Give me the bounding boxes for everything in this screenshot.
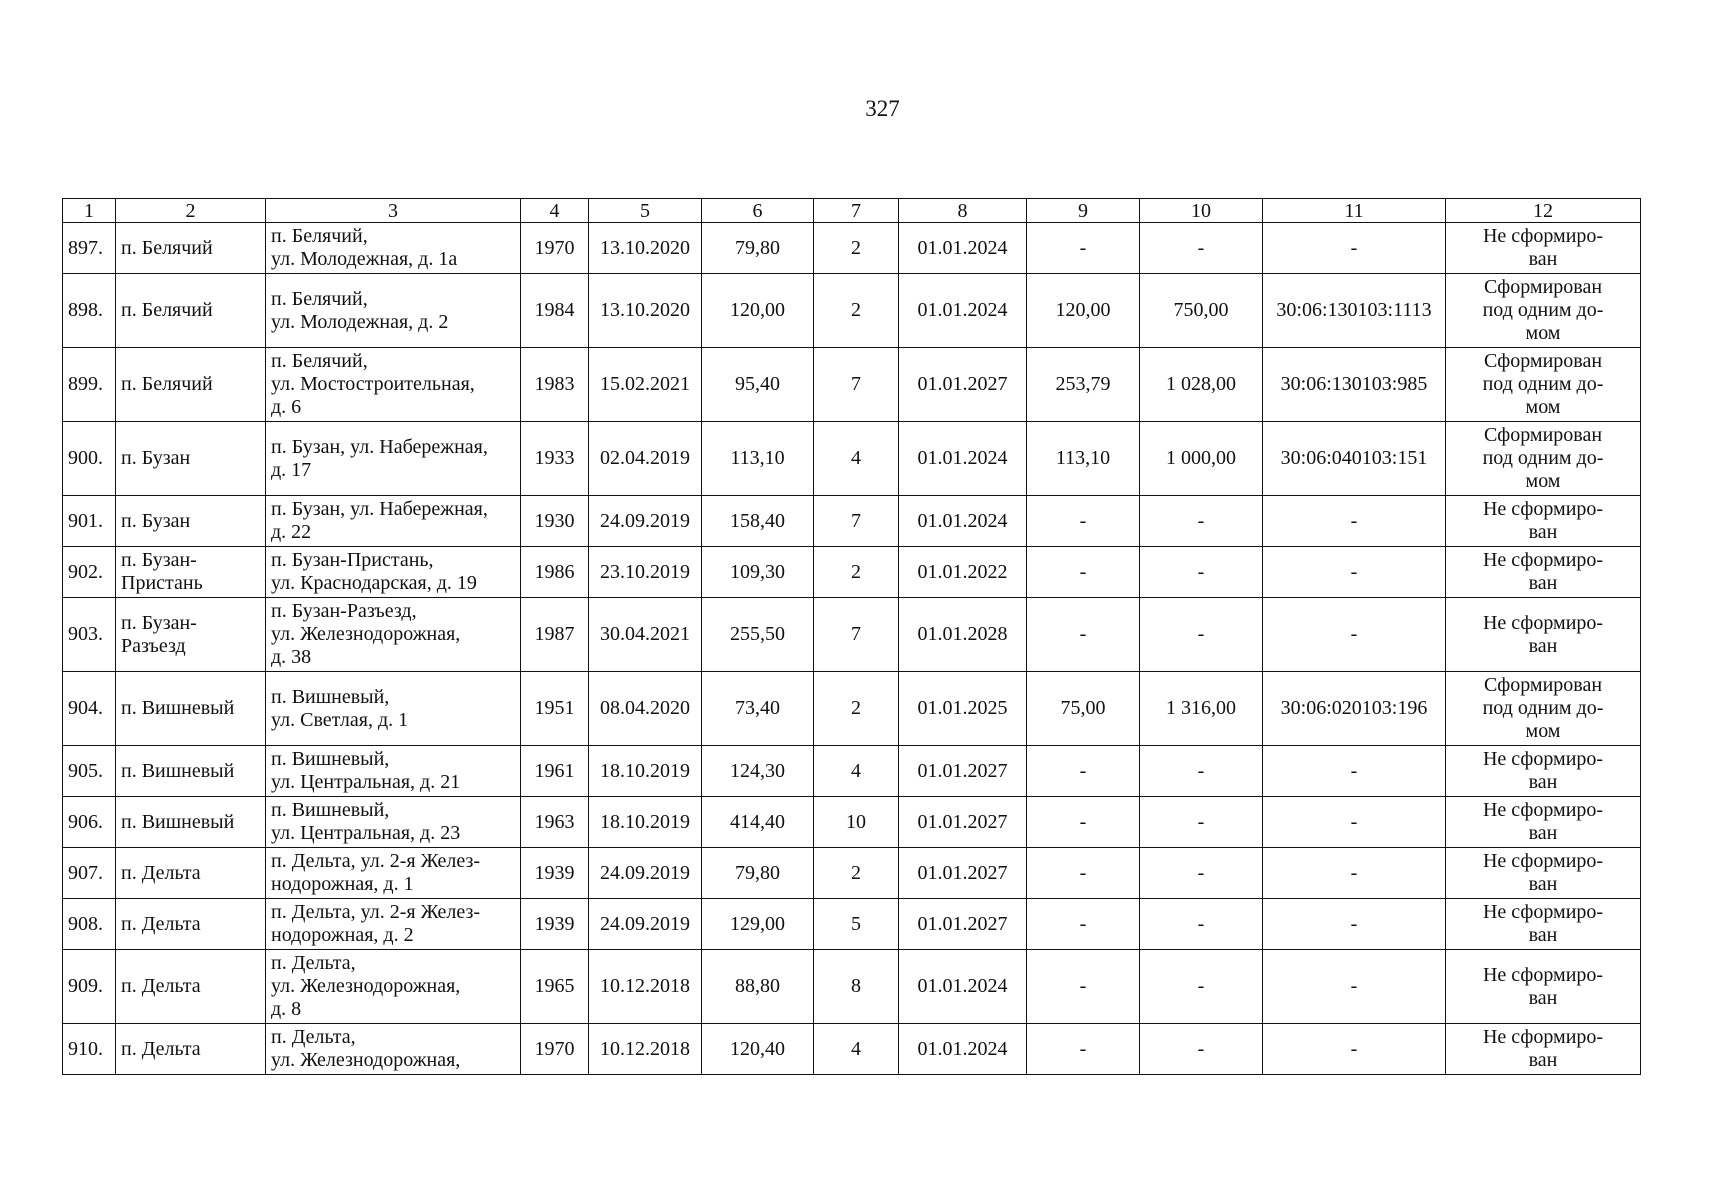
col7-cell: 5: [814, 899, 899, 950]
table-row: [63, 598, 1641, 672]
year-cell: 1933: [521, 422, 589, 496]
table-row: [63, 274, 1641, 348]
column-header-12: 12: [1446, 199, 1641, 223]
status-cell-line: ван: [1528, 572, 1558, 594]
address-cell: [266, 598, 521, 672]
address-cell-line: ул. Краснодарская, д. 19: [271, 572, 477, 594]
status-cell: [1446, 223, 1641, 274]
date-cell: 23.10.2019: [589, 547, 702, 598]
cadastral-number-cell: 30:06:130103:985: [1263, 348, 1446, 422]
date-cell: 24.09.2019: [589, 496, 702, 547]
table-row: [63, 746, 1641, 797]
status-cell-line: Не сформиро-: [1482, 549, 1604, 571]
address-cell-line: п. Белячий,: [271, 225, 368, 247]
row-number: 898.: [63, 274, 116, 348]
status-cell-line: ван: [1528, 634, 1558, 657]
year-cell: 1987: [521, 598, 589, 672]
table-row: [63, 422, 1641, 496]
year-cell: 1983: [521, 348, 589, 422]
status-cell: [1446, 950, 1641, 1024]
col10-cell: 1 000,00: [1140, 422, 1263, 496]
col8-date-cell: 01.01.2028: [899, 598, 1027, 672]
table-row: [63, 672, 1641, 746]
col9-cell: -: [1027, 746, 1140, 797]
address-cell-line: п. Бузан, ул. Набережная,: [271, 435, 488, 458]
area-cell: 158,40: [702, 496, 814, 547]
date-cell: 10.12.2018: [589, 1024, 702, 1075]
date-cell: 13.10.2020: [589, 223, 702, 274]
status-cell: [1446, 672, 1641, 746]
address-cell: [266, 496, 521, 547]
col10-cell: -: [1140, 746, 1263, 797]
year-cell: 1970: [521, 223, 589, 274]
status-cell-line: Не сформиро-: [1482, 850, 1604, 872]
address-cell: [266, 274, 521, 348]
settlement-cell: п. Белячий: [116, 223, 266, 274]
page-number: 327: [865, 96, 900, 121]
col9-cell: 113,10: [1027, 422, 1140, 496]
address-cell-line: п. Бузан-Пристань,: [271, 549, 434, 571]
status-cell-line: мом: [1525, 396, 1561, 418]
col10-cell: -: [1140, 848, 1263, 899]
address-cell-line: д. 17: [271, 458, 312, 481]
row-number: 905.: [63, 746, 116, 797]
area-cell: 414,40: [702, 797, 814, 848]
year-cell: 1986: [521, 547, 589, 598]
settlement-cell: п. Бузан: [116, 496, 266, 547]
status-cell-line: Сформирован: [1483, 276, 1603, 298]
settlement-cell: п. Дельта: [116, 899, 266, 950]
row-number: 904.: [63, 672, 116, 746]
cadastral-number-cell: -: [1263, 547, 1446, 598]
area-cell: 73,40: [702, 672, 814, 746]
status-cell: [1446, 598, 1641, 672]
status-cell: [1446, 1024, 1641, 1075]
cadastral-number-cell: -: [1263, 797, 1446, 848]
table-row: [63, 899, 1641, 950]
status-cell-line: ван: [1528, 771, 1558, 793]
address-cell-line: п. Вишневый,: [271, 685, 390, 708]
col10-cell: -: [1140, 950, 1263, 1024]
date-cell: 24.09.2019: [589, 848, 702, 899]
column-header-10: 10: [1140, 199, 1263, 223]
area-cell: 129,00: [702, 899, 814, 950]
settlement-cell: п. Вишневый: [116, 797, 266, 848]
col8-date-cell: 01.01.2022: [899, 547, 1027, 598]
col7-cell: 7: [814, 348, 899, 422]
status-cell-line: под одним до-: [1482, 299, 1604, 321]
status-cell-line: Сформирован: [1483, 350, 1603, 372]
cadastral-number-cell: -: [1263, 223, 1446, 274]
area-cell: 95,40: [702, 348, 814, 422]
status-cell-line: мом: [1525, 720, 1561, 742]
column-number-header-row: [63, 199, 1641, 223]
status-cell-line: мом: [1525, 322, 1561, 344]
row-number: 910.: [63, 1024, 116, 1075]
settlement-cell: п. Дельта: [116, 950, 266, 1024]
cadastral-number-cell: 30:06:130103:1113: [1263, 274, 1446, 348]
row-number: 900.: [63, 422, 116, 496]
col8-date-cell: 01.01.2024: [899, 950, 1027, 1024]
address-cell: [266, 899, 521, 950]
col10-cell: -: [1140, 797, 1263, 848]
col9-cell: -: [1027, 1024, 1140, 1075]
table-row: [63, 348, 1641, 422]
col7-cell: 4: [814, 422, 899, 496]
address-cell-line: д. 8: [271, 998, 302, 1020]
status-cell-line: мом: [1525, 470, 1561, 492]
settlement-cell: п. Вишневый: [116, 746, 266, 797]
col8-date-cell: 01.01.2027: [899, 848, 1027, 899]
col7-cell: 2: [814, 672, 899, 746]
status-cell-line: Не сформиро-: [1482, 963, 1604, 986]
status-cell-line: ван: [1528, 986, 1558, 1009]
area-cell: 255,50: [702, 598, 814, 672]
status-cell: [1446, 274, 1641, 348]
status-cell-line: ван: [1528, 873, 1558, 895]
column-header-5: 5: [589, 199, 702, 223]
col8-date-cell: 01.01.2024: [899, 223, 1027, 274]
row-number: 906.: [63, 797, 116, 848]
col9-cell: 75,00: [1027, 672, 1140, 746]
row-number: 909.: [63, 950, 116, 1024]
status-cell-line: Сформирован: [1483, 424, 1603, 446]
year-cell: 1963: [521, 797, 589, 848]
date-cell: 18.10.2019: [589, 746, 702, 797]
column-header-1: 1: [63, 199, 116, 223]
year-cell: 1930: [521, 496, 589, 547]
year-cell: 1970: [521, 1024, 589, 1075]
date-cell: 24.09.2019: [589, 899, 702, 950]
column-header-7: 7: [814, 199, 899, 223]
status-cell-line: под одним до-: [1482, 447, 1604, 469]
col9-cell: -: [1027, 797, 1140, 848]
row-number: 899.: [63, 348, 116, 422]
cadastral-number-cell: -: [1263, 950, 1446, 1024]
column-header-9: 9: [1027, 199, 1140, 223]
address-cell-line: ул. Центральная, д. 21: [271, 771, 461, 793]
col7-cell: 2: [814, 848, 899, 899]
col10-cell: 750,00: [1140, 274, 1263, 348]
address-cell: [266, 348, 521, 422]
table-row: [63, 547, 1641, 598]
settlement-cell: п. Дельта: [116, 848, 266, 899]
address-cell-line: ул. Железнодорожная,: [271, 1049, 461, 1071]
column-header-3: 3: [266, 199, 521, 223]
area-cell: 124,30: [702, 746, 814, 797]
address-cell-line: п. Белячий,: [271, 350, 368, 372]
status-cell: [1446, 348, 1641, 422]
address-cell-line: п. Дельта,: [271, 952, 356, 974]
address-cell-line: п. Белячий,: [271, 287, 368, 310]
column-header-8: 8: [899, 199, 1027, 223]
status-cell: [1446, 422, 1641, 496]
col8-date-cell: 01.01.2027: [899, 746, 1027, 797]
status-cell: [1446, 848, 1641, 899]
area-cell: 79,80: [702, 848, 814, 899]
column-header-11: 11: [1263, 199, 1446, 223]
area-cell: 120,40: [702, 1024, 814, 1075]
cadastral-number-cell: 30:06:040103:151: [1263, 422, 1446, 496]
cadastral-number-cell: -: [1263, 746, 1446, 797]
status-cell: [1446, 746, 1641, 797]
status-cell-line: Сформирован: [1483, 674, 1603, 696]
address-cell-line: п. Вишневый,: [271, 799, 390, 821]
address-cell-line: ул. Железнодорожная,: [271, 975, 461, 997]
area-cell: 109,30: [702, 547, 814, 598]
housing-table: [62, 198, 1641, 1075]
col10-cell: 1 316,00: [1140, 672, 1263, 746]
column-header-4: 4: [521, 199, 589, 223]
address-cell-line: п. Бузан, ул. Набережная,: [271, 498, 488, 520]
address-cell: [266, 746, 521, 797]
address-cell-line: ул. Молодежная, д. 1а: [271, 248, 458, 270]
col8-date-cell: 01.01.2025: [899, 672, 1027, 746]
date-cell: 15.02.2021: [589, 348, 702, 422]
col10-cell: -: [1140, 223, 1263, 274]
address-cell-line: п. Дельта,: [271, 1026, 356, 1048]
date-cell: 13.10.2020: [589, 274, 702, 348]
status-cell-line: под одним до-: [1482, 373, 1604, 395]
address-cell: [266, 848, 521, 899]
col8-date-cell: 01.01.2024: [899, 422, 1027, 496]
settlement-cell: п. Дельта: [116, 1024, 266, 1075]
year-cell: 1961: [521, 746, 589, 797]
housing-table-container: [62, 198, 1640, 1075]
status-cell-line: ван: [1528, 1049, 1558, 1071]
year-cell: 1951: [521, 672, 589, 746]
address-cell-line: ул. Железнодорожная,: [271, 623, 461, 645]
col7-cell: 4: [814, 746, 899, 797]
address-cell-line: п. Дельта, ул. 2-я Желез-: [271, 901, 481, 923]
settlement-cell: п. Бузан-Пристань: [116, 547, 266, 598]
col7-cell: 10: [814, 797, 899, 848]
row-number: 901.: [63, 496, 116, 547]
col10-cell: -: [1140, 1024, 1263, 1075]
cadastral-number-cell: -: [1263, 899, 1446, 950]
row-number: 908.: [63, 899, 116, 950]
col7-cell: 4: [814, 1024, 899, 1075]
date-cell: 08.04.2020: [589, 672, 702, 746]
col9-cell: -: [1027, 598, 1140, 672]
column-header-2: 2: [116, 199, 266, 223]
row-number: 897.: [63, 223, 116, 274]
row-number: 907.: [63, 848, 116, 899]
status-cell-line: Не сформиро-: [1482, 799, 1604, 821]
row-number: 902.: [63, 547, 116, 598]
col9-cell: -: [1027, 223, 1140, 274]
table-row: [63, 1024, 1641, 1075]
table-row: [63, 950, 1641, 1024]
address-cell-line: ул. Мостостроительная,: [271, 373, 475, 395]
area-cell: 113,10: [702, 422, 814, 496]
table-row: [63, 496, 1641, 547]
col8-date-cell: 01.01.2027: [899, 899, 1027, 950]
status-cell-line: Не сформиро-: [1482, 1026, 1604, 1048]
col10-cell: -: [1140, 598, 1263, 672]
year-cell: 1965: [521, 950, 589, 1024]
table-row: [63, 848, 1641, 899]
table-row: [63, 223, 1641, 274]
col9-cell: -: [1027, 899, 1140, 950]
cadastral-number-cell: -: [1263, 1024, 1446, 1075]
col9-cell: -: [1027, 848, 1140, 899]
status-cell: [1446, 496, 1641, 547]
status-cell-line: Не сформиро-: [1482, 225, 1604, 247]
col8-date-cell: 01.01.2024: [899, 1024, 1027, 1075]
status-cell: [1446, 797, 1641, 848]
col10-cell: -: [1140, 496, 1263, 547]
col9-cell: 253,79: [1027, 348, 1140, 422]
status-cell-line: ван: [1528, 521, 1558, 543]
col7-cell: 2: [814, 223, 899, 274]
address-cell-line: нодорожная, д. 2: [271, 924, 414, 946]
cadastral-number-cell: -: [1263, 598, 1446, 672]
address-cell: [266, 672, 521, 746]
cadastral-number-cell: 30:06:020103:196: [1263, 672, 1446, 746]
col9-cell: 120,00: [1027, 274, 1140, 348]
col7-cell: 8: [814, 950, 899, 1024]
status-cell-line: ван: [1528, 822, 1558, 844]
address-cell-line: ул. Светлая, д. 1: [271, 708, 409, 731]
settlement-cell: п. Бузан-Разъезд: [116, 598, 266, 672]
year-cell: 1939: [521, 848, 589, 899]
date-cell: 02.04.2019: [589, 422, 702, 496]
address-cell: [266, 223, 521, 274]
settlement-cell: п. Белячий: [116, 274, 266, 348]
address-cell-line: д. 22: [271, 521, 312, 543]
col7-cell: 2: [814, 274, 899, 348]
col8-date-cell: 01.01.2024: [899, 496, 1027, 547]
settlement-cell: п. Бузан: [116, 422, 266, 496]
date-cell: 10.12.2018: [589, 950, 702, 1024]
column-header-6: 6: [702, 199, 814, 223]
col7-cell: 2: [814, 547, 899, 598]
address-cell-line: ул. Молодежная, д. 2: [271, 310, 449, 333]
status-cell-line: ван: [1528, 924, 1558, 946]
settlement-cell: п. Белячий: [116, 348, 266, 422]
address-cell-line: нодорожная, д. 1: [271, 873, 414, 895]
status-cell-line: Не сформиро-: [1482, 748, 1604, 770]
date-cell: 30.04.2021: [589, 598, 702, 672]
status-cell-line: Не сформиро-: [1482, 901, 1604, 923]
address-cell-line: п. Бузан-Разъезд,: [271, 600, 417, 622]
address-cell-line: ул. Центральная, д. 23: [271, 822, 461, 844]
date-cell: 18.10.2019: [589, 797, 702, 848]
status-cell-line: Не сформиро-: [1482, 498, 1604, 520]
status-cell-line: Не сформиро-: [1482, 611, 1604, 634]
area-cell: 88,80: [702, 950, 814, 1024]
col8-date-cell: 01.01.2027: [899, 797, 1027, 848]
address-cell-line: п. Вишневый,: [271, 748, 390, 770]
col9-cell: -: [1027, 950, 1140, 1024]
col8-date-cell: 01.01.2027: [899, 348, 1027, 422]
col9-cell: -: [1027, 547, 1140, 598]
status-cell: [1446, 899, 1641, 950]
address-cell: [266, 422, 521, 496]
area-cell: 79,80: [702, 223, 814, 274]
col10-cell: -: [1140, 547, 1263, 598]
col7-cell: 7: [814, 598, 899, 672]
address-cell: [266, 1024, 521, 1075]
table-body: [63, 223, 1641, 1075]
year-cell: 1984: [521, 274, 589, 348]
row-number: 903.: [63, 598, 116, 672]
col10-cell: -: [1140, 899, 1263, 950]
status-cell-line: ван: [1528, 248, 1558, 270]
area-cell: 120,00: [702, 274, 814, 348]
col8-date-cell: 01.01.2024: [899, 274, 1027, 348]
col9-cell: -: [1027, 496, 1140, 547]
address-cell-line: п. Дельта, ул. 2-я Желез-: [271, 850, 481, 872]
status-cell: [1446, 547, 1641, 598]
address-cell-line: д. 38: [271, 646, 312, 668]
col7-cell: 7: [814, 496, 899, 547]
cadastral-number-cell: -: [1263, 848, 1446, 899]
col10-cell: 1 028,00: [1140, 348, 1263, 422]
address-cell: [266, 797, 521, 848]
table-row: [63, 797, 1641, 848]
address-cell: [266, 950, 521, 1024]
address-cell-line: д. 6: [271, 396, 302, 418]
cadastral-number-cell: -: [1263, 496, 1446, 547]
status-cell-line: под одним до-: [1482, 697, 1604, 719]
address-cell: [266, 547, 521, 598]
settlement-cell: п. Вишневый: [116, 672, 266, 746]
year-cell: 1939: [521, 899, 589, 950]
